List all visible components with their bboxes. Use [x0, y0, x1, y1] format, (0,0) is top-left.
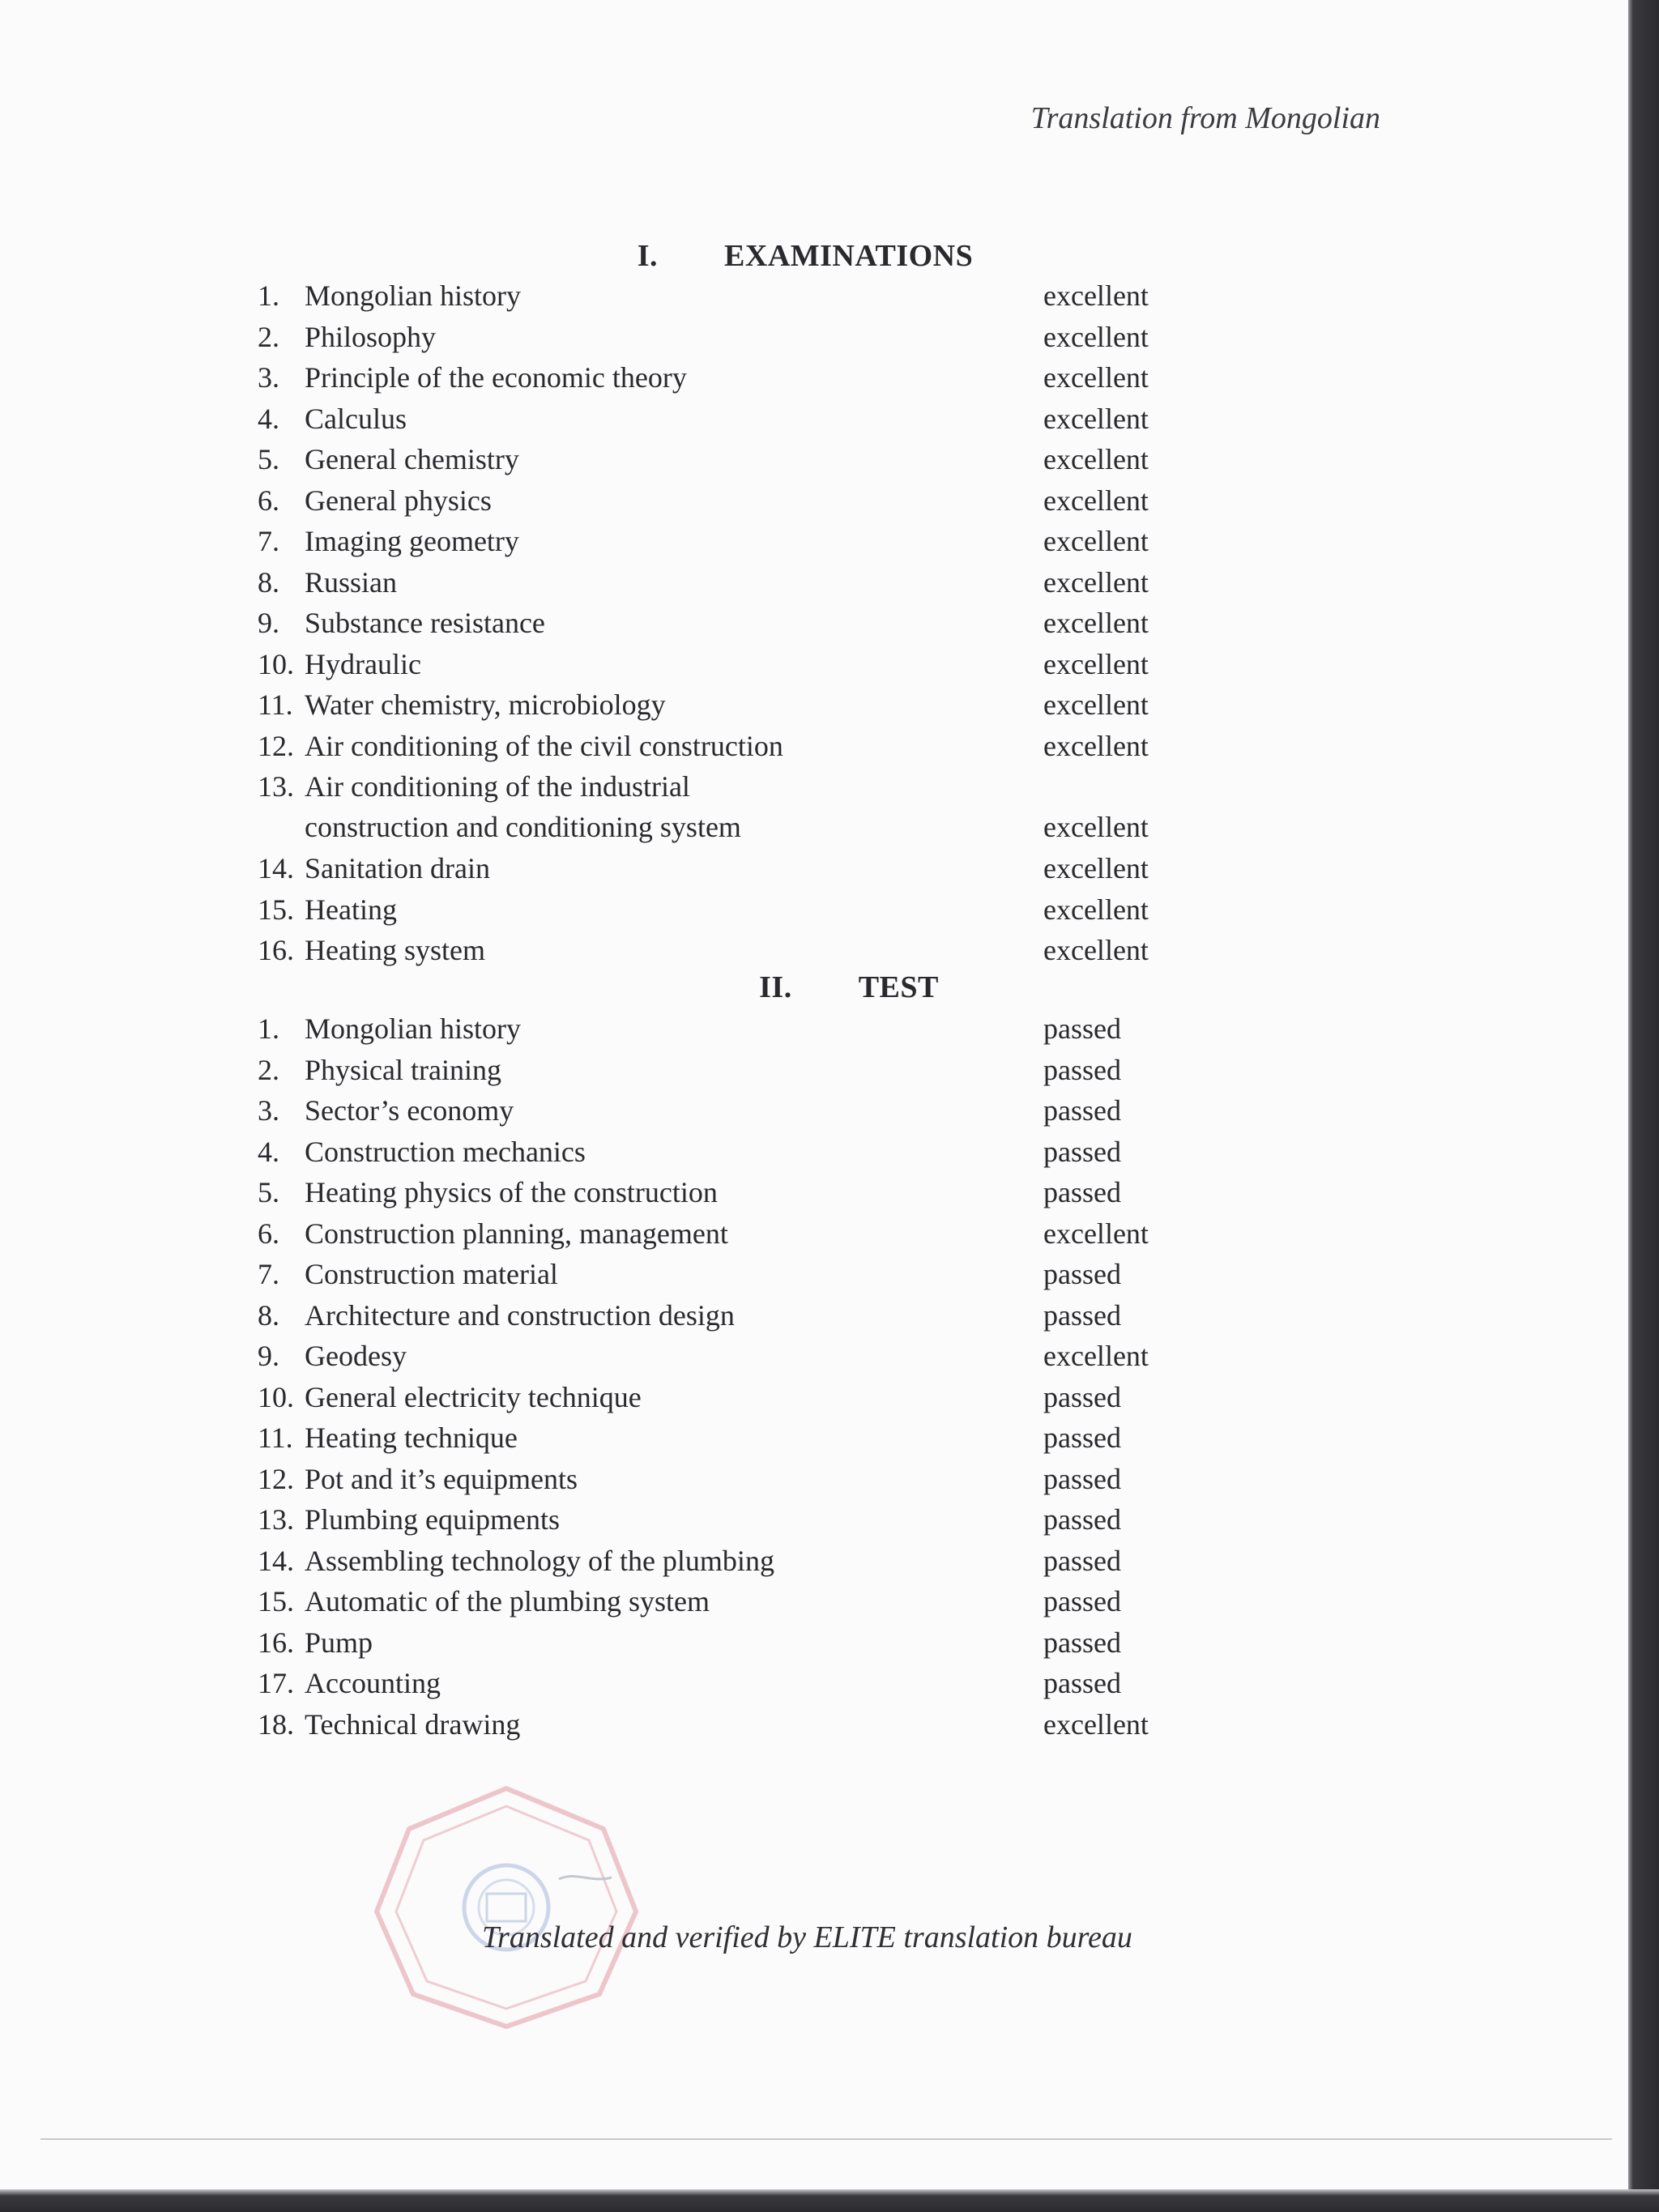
grade-value: excellent — [1043, 647, 1149, 680]
subject-line-2: construction and conditioning system — [305, 811, 741, 843]
grade-value: excellent — [1043, 729, 1149, 762]
grade-value: excellent — [1043, 1217, 1149, 1250]
list-item — [258, 1541, 1173, 1581]
grade-value: excellent — [1043, 525, 1149, 557]
item-number: 7. — [258, 1258, 279, 1290]
item-number: 18. — [258, 1707, 294, 1741]
subject-name: Hydraulic — [305, 647, 421, 680]
item-number: 14. — [258, 1544, 294, 1577]
list-item — [258, 1254, 1173, 1294]
scan-border-line — [41, 2138, 1612, 2140]
grade-value: excellent — [1043, 565, 1149, 599]
list-item — [258, 275, 1173, 316]
grade-value: passed — [1043, 1667, 1121, 1699]
list-item — [258, 1050, 1173, 1090]
subject-name: Sector’s economy — [305, 1094, 514, 1127]
list-item — [258, 439, 1173, 479]
subject-name: Air conditioning of the civil construction — [305, 729, 783, 762]
item-number: 11. — [258, 688, 293, 721]
list-item — [258, 766, 1173, 847]
list-item — [258, 1132, 1173, 1172]
item-number: 5. — [258, 1176, 279, 1208]
section-heading: EXAMINATIONS — [724, 239, 974, 273]
item-number: 4. — [258, 402, 279, 435]
grade-value: passed — [1043, 1176, 1121, 1208]
list-item — [258, 889, 1173, 930]
subject-name: Russian — [305, 565, 398, 599]
subject-name: Automatic of the plumbing system — [305, 1585, 710, 1617]
item-number: 6. — [258, 1217, 279, 1250]
item-number: 17. — [258, 1667, 294, 1699]
list-item — [258, 1377, 1173, 1417]
item-number: 16. — [258, 1626, 294, 1659]
list-item — [258, 1295, 1173, 1336]
grade-value: excellent — [1043, 934, 1149, 966]
subject-name: Architecture and construction design — [305, 1298, 735, 1332]
item-number: 10. — [258, 1380, 294, 1413]
list-item — [258, 930, 1173, 970]
item-number: 1. — [258, 279, 279, 312]
item-number: 9. — [258, 607, 279, 639]
subject-name: Imaging geometry — [305, 525, 519, 557]
grade-value: passed — [1043, 1462, 1121, 1495]
grade-value: passed — [1043, 1094, 1121, 1127]
translation-note: Translation from Mongolian — [1030, 101, 1380, 135]
subject-name: Pot and it’s equipments — [305, 1462, 578, 1495]
item-number: 3. — [258, 1094, 279, 1127]
list-item — [258, 644, 1173, 684]
item-number: 13. — [258, 1503, 294, 1536]
list-item — [258, 1417, 1173, 1458]
grade-value: passed — [1043, 1503, 1121, 1536]
list-item — [258, 399, 1173, 439]
item-number: 13. — [258, 770, 294, 803]
item-number: 4. — [258, 1135, 279, 1168]
grade-value: passed — [1043, 1544, 1121, 1577]
grade-value: passed — [1043, 1053, 1121, 1086]
grade-value: passed — [1043, 1258, 1121, 1290]
list-item — [258, 480, 1173, 521]
subject-name — [305, 766, 741, 847]
scan-edge-bottom — [0, 2189, 1659, 2212]
item-number: 12. — [258, 1462, 294, 1495]
grade-value: excellent — [1043, 852, 1149, 884]
grade-value: excellent — [1043, 320, 1149, 353]
item-number: 8. — [258, 565, 279, 599]
subject-name: Geodesy — [305, 1340, 407, 1372]
list-item — [258, 1213, 1173, 1254]
list-item — [258, 1090, 1173, 1131]
subject-name: Construction material — [305, 1258, 558, 1290]
subject-name: Philosophy — [305, 320, 437, 353]
item-number: 11. — [258, 1421, 293, 1454]
item-number: 5. — [258, 443, 279, 475]
item-number: 2. — [258, 320, 279, 353]
grade-value: excellent — [1043, 1340, 1149, 1372]
verification-note: Translated and verified by ELITE translation bureau — [482, 1920, 1132, 1954]
grade-value: excellent — [1043, 1707, 1149, 1741]
item-number: 9. — [258, 1340, 279, 1372]
item-number: 3. — [258, 361, 279, 394]
grade-value: passed — [1043, 1012, 1121, 1045]
subject-name: Heating system — [305, 934, 485, 966]
list-item — [258, 1459, 1173, 1499]
subject-name: Accounting — [305, 1667, 441, 1699]
list-item — [258, 1499, 1173, 1540]
item-number: 16. — [258, 934, 294, 966]
grade-value: excellent — [1043, 279, 1149, 312]
grade-value: excellent — [1043, 607, 1149, 639]
section-number: II. — [759, 970, 792, 1004]
subject-name: Mongolian history — [305, 1012, 521, 1045]
grade-value: passed — [1043, 1421, 1121, 1454]
subject-name: Pump — [305, 1626, 373, 1659]
grade-value: excellent — [1043, 484, 1149, 517]
section-number: I. — [637, 239, 659, 273]
item-number: 6. — [258, 484, 279, 517]
grade-value: excellent — [1043, 688, 1149, 721]
subject-name: Construction mechanics — [305, 1135, 586, 1168]
scan-edge-right — [1628, 0, 1659, 2212]
subject-name: Water chemistry, microbiology — [305, 688, 666, 721]
subject-name: Assembling technology of the plumbing — [305, 1544, 774, 1577]
grade-value: excellent — [1043, 361, 1149, 394]
list-item — [258, 1336, 1173, 1376]
subject-name: Technical drawing — [305, 1707, 521, 1741]
subject-name: Construction planning, management — [305, 1217, 728, 1250]
subject-name: Mongolian history — [305, 279, 521, 312]
list-item — [258, 1622, 1173, 1663]
item-number: 8. — [258, 1298, 279, 1332]
item-number: 15. — [258, 1585, 294, 1617]
grade-value: excellent — [1043, 443, 1149, 475]
item-number: 10. — [258, 647, 294, 680]
subject-name: Calculus — [305, 402, 407, 435]
item-number: 1. — [258, 1012, 279, 1045]
grade-value: excellent — [1043, 811, 1149, 843]
item-number: 12. — [258, 729, 294, 762]
list-item — [258, 1581, 1173, 1622]
list-item — [258, 1663, 1173, 1703]
item-number: 14. — [258, 852, 294, 884]
grade-value: passed — [1043, 1585, 1121, 1617]
subject-name: Physical training — [305, 1053, 501, 1086]
subject-name: General physics — [305, 484, 492, 517]
list-item — [258, 726, 1173, 766]
section-heading: TEST — [858, 970, 939, 1004]
list-item — [258, 1008, 1173, 1049]
grade-value: passed — [1043, 1135, 1121, 1168]
list-item — [258, 1172, 1173, 1213]
subject-name: General electricity technique — [305, 1380, 642, 1413]
subject-name: Principle of the economic theory — [305, 361, 687, 394]
item-number: 15. — [258, 893, 294, 926]
grade-value: passed — [1043, 1298, 1121, 1332]
list-item — [258, 848, 1173, 889]
list-item — [258, 562, 1173, 603]
subject-name: Sanitation drain — [305, 852, 490, 884]
grade-value: excellent — [1043, 402, 1149, 435]
subject-name: Heating technique — [305, 1421, 518, 1454]
subject-name: Heating physics of the construction — [305, 1176, 718, 1208]
grade-value: passed — [1043, 1626, 1121, 1659]
section-title-test — [19, 970, 1659, 1005]
official-seal-icon — [369, 1782, 644, 2033]
subject-line-1: Air conditioning of the industrial — [305, 770, 690, 803]
grade-value: excellent — [1043, 893, 1149, 926]
list-item — [258, 317, 1173, 357]
subject-name: Plumbing equipments — [305, 1503, 560, 1536]
grade-value: passed — [1043, 1380, 1121, 1413]
list-item — [258, 521, 1173, 561]
section-title-examinations — [0, 238, 1635, 274]
list-item — [258, 684, 1173, 725]
subject-name: General chemistry — [305, 443, 519, 475]
subject-name: Heating — [305, 893, 397, 926]
item-number: 7. — [258, 525, 279, 557]
list-item — [258, 357, 1173, 398]
item-number: 2. — [258, 1053, 279, 1086]
subject-name: Substance resistance — [305, 607, 545, 639]
list-item — [258, 603, 1173, 643]
list-item — [258, 1704, 1173, 1745]
